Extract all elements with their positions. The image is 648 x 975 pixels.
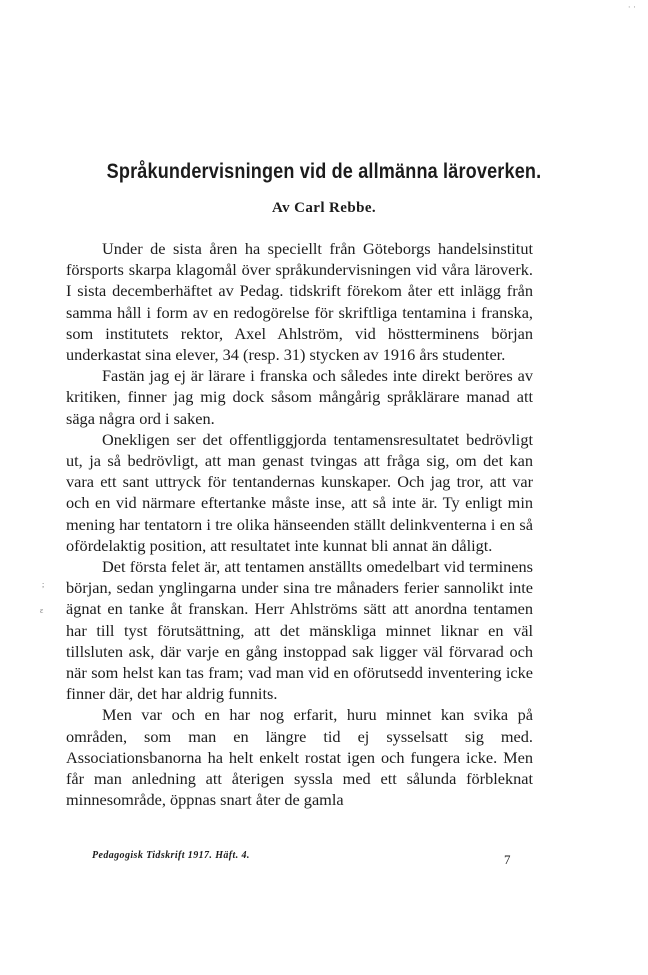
paragraph: Onekligen ser det offentliggjorda tentamensresultatet bedrövligt ut, ja så bedrövligt, att man genast tvingas att fråga sig, om det kan vara ett sant uttryck för tentandernas kunskaper. Och jag tror, att var och en vid närmare eftertanke måste inse, att så inte är. Ty enligt min mening har tentatorn i tre olika hänseenden ställt delinkventerna i en så ofördelaktig position, att resultatet inte kunnat bli annat än dåligt. (66, 429, 533, 555)
corner-mark: · · (627, 2, 636, 12)
paragraph: Fastän jag ej är lärare i franska och således inte direkt beröres av kritiken, finner jag mig dock såsom mångårig språklärare manad att säga några ord i saken. (66, 366, 533, 428)
article-title: Språkundervisningen vid de allmänna läroverken. (106, 160, 542, 183)
article-body (66, 238, 533, 810)
article-author: Av Carl Rebbe. (271, 200, 377, 216)
margin-mark: ε (40, 606, 44, 615)
journal-footer: Pedagogisk Tidskrift 1917. Häft. 4. (92, 850, 250, 861)
margin-mark: ; (42, 580, 45, 589)
paragraph: Under de sista åren ha speciellt från Göteborgs handelsinstitut försports skarpa klagomål över språkundervisningen vid våra läroverk. I sista decemberhäftet av Pedag. tidskrift förekom åter ett inlägg från samma håll i form av en redogörelse för skriftliga tentamina i franska, som institutets rektor, Axel Ahlström, vid höstterminens början underkastat sina elever, 34 (resp. 31) stycken av 1916 års studenter. (66, 239, 533, 365)
paragraph: Men var och en har nog erfarit, huru minnet kan svika på områden, som man en längre tid ej sysselsatt sig med. Associationsbanorna ha helt enkelt rostat igen och fungera icke. Men får man anledning att återigen syssla med ett sålunda förbleknat minnesområde, öppnas snart åter de gamla (66, 705, 533, 810)
paragraph: Det första felet är, att tentamen anställts omedelbart vid terminens början, sedan ynglingarna under sina tre månaders ferier sannolikt inte ägnat en tanke åt franskan. Herr Ahlströms sätt att anordna tentamen har till tyst förutsättning, att det mänskliga minnet liknar en väl tillsluten ask, där varje en gång instoppad sak ligger väl förvarad och när som helst kan tas fram; vad man vid en oförutsedd inventering icke finner där, det har aldrig funnits. (66, 557, 533, 704)
page-number: 7 (504, 852, 511, 867)
